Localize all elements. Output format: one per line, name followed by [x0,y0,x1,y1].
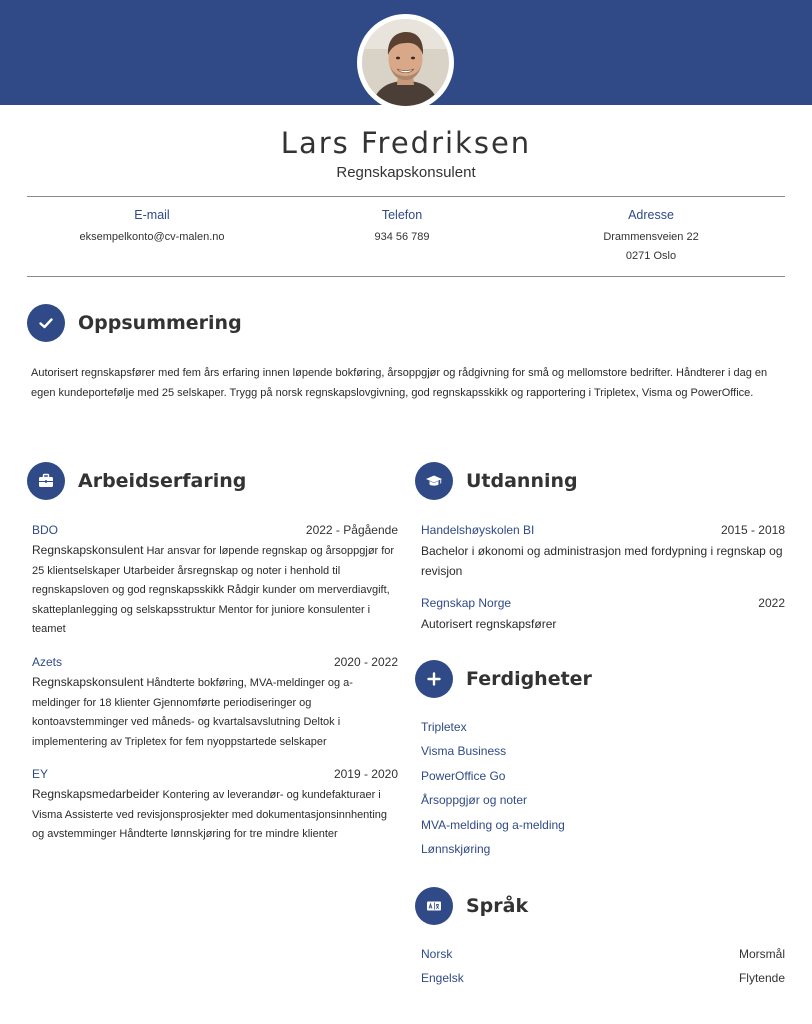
languages-section-header [415,887,528,925]
person-name: Lars Fredriksen [280,126,532,160]
job-role: Regnskapsmedarbeider [32,787,160,801]
languages-heading: Språk [466,895,529,917]
education-section-header [415,462,578,500]
experience-section-header [27,462,246,500]
skill-item: Visma Business [421,744,507,758]
divider [27,196,785,197]
contact-phone [277,208,527,247]
language-item [421,947,785,961]
skill-item: Årsoppgjør og noter [421,793,528,807]
job-role: Regnskapskonsulent [32,675,144,689]
school-name: Regnskap Norge [421,596,512,610]
phone-label: Telefon [381,208,423,222]
job-dates: 2022 - Pågående [305,523,398,537]
contact-address [526,208,776,266]
company-name: EY [32,767,49,781]
experience-item [32,521,398,640]
briefcase-icon [27,462,65,500]
job-description: Håndterte bokføring, MVA-meldinger og a-meldinger for 18 klienter Gjennomførte periodiseringer og kontoavstemminger ved måneds- og kvartalsavslutning Deltok i implementering av Tripletex for fem nyoppstartede selskaper [32,677,353,748]
language-name: Norsk [421,947,453,961]
education-dates: 2022 [758,596,785,610]
education-item [421,521,785,581]
plus-icon [415,660,453,698]
language-icon [415,887,453,925]
summary-section-header [27,304,242,342]
job-description: Har ansvar for løpende regnskap og årsoppgjør for 25 klientselskaper Utarbeider årsregnskap og noter i henhold til regnskapsloven og god regnskapsskikk Rådgir kunder om merverdiavgift, skatteplanlegging og selskapsstruktur Mentor for juniore konsulenter i teamet [32,545,395,635]
graduation-cap-icon [415,462,453,500]
address-label: Adresse [628,208,674,222]
skill-item: MVA-melding og a-melding [421,818,565,832]
job-title: Regnskapskonsulent [336,164,476,181]
company-name: Azets [32,655,63,669]
profile-photo [362,19,449,106]
email-label: E-mail [134,208,170,222]
job-role: Regnskapskonsulent [32,543,144,557]
language-name: Engelsk [421,971,464,985]
avatar [357,14,454,111]
skill-item: Tripletex [421,720,467,734]
language-level: Flytende [738,971,785,985]
experience-item [32,653,398,752]
skills-heading: Ferdigheter [466,668,592,690]
job-description: Kontering av leverandør- og kundefakturaer i Visma Assisterte ved revisjonsprosjekter med dokumentasjonsinnhenting og avstemminger Håndterte lønnskjøring for tre mindre klienter [32,789,388,840]
address-line2: 0271 Oslo [625,250,677,262]
divider [27,276,785,277]
education-description: Bachelor i økonomi og administrasjon med fordypning i regnskap og revisjon [421,544,783,578]
education-dates: 2015 - 2018 [720,523,785,537]
summary-heading: Oppsummering [78,312,242,334]
experience-item [32,765,398,845]
school-name: Handelshøyskolen BI [421,523,535,537]
skills-section-header [415,660,592,698]
language-item [421,971,785,985]
check-icon [27,304,65,342]
skill-item: PowerOffice Go [421,769,506,783]
education-item [421,594,785,634]
job-dates: 2019 - 2020 [333,767,398,781]
summary-text: Autorisert regnskapsfører med fem års erfaring innen løpende bokføring, årsoppgjør og rådgivning for små og mellomstore bedrifter. Håndterer i dag en egen kundeportefølje med 25 selskaper. Trygg på norsk regnskapslovgivning, god regnskapsskikk og rapportering i Tripletex, Visma og PowerOffice. [31,367,768,399]
education-description: Autorisert regnskapsfører [421,617,557,631]
skill-item: Lønnskjøring [421,842,491,856]
job-dates: 2020 - 2022 [333,655,398,669]
address-line1: Drammensveien 22 [603,231,699,243]
contact-email [27,208,277,247]
experience-heading: Arbeidserfaring [78,470,247,492]
phone-value[interactable]: 934 56 789 [374,231,430,243]
education-heading: Utdanning [466,470,578,492]
email-value[interactable]: eksempelkonto@cv-malen.no [79,231,225,243]
company-name: BDO [32,523,59,537]
language-level: Morsmål [738,947,785,961]
